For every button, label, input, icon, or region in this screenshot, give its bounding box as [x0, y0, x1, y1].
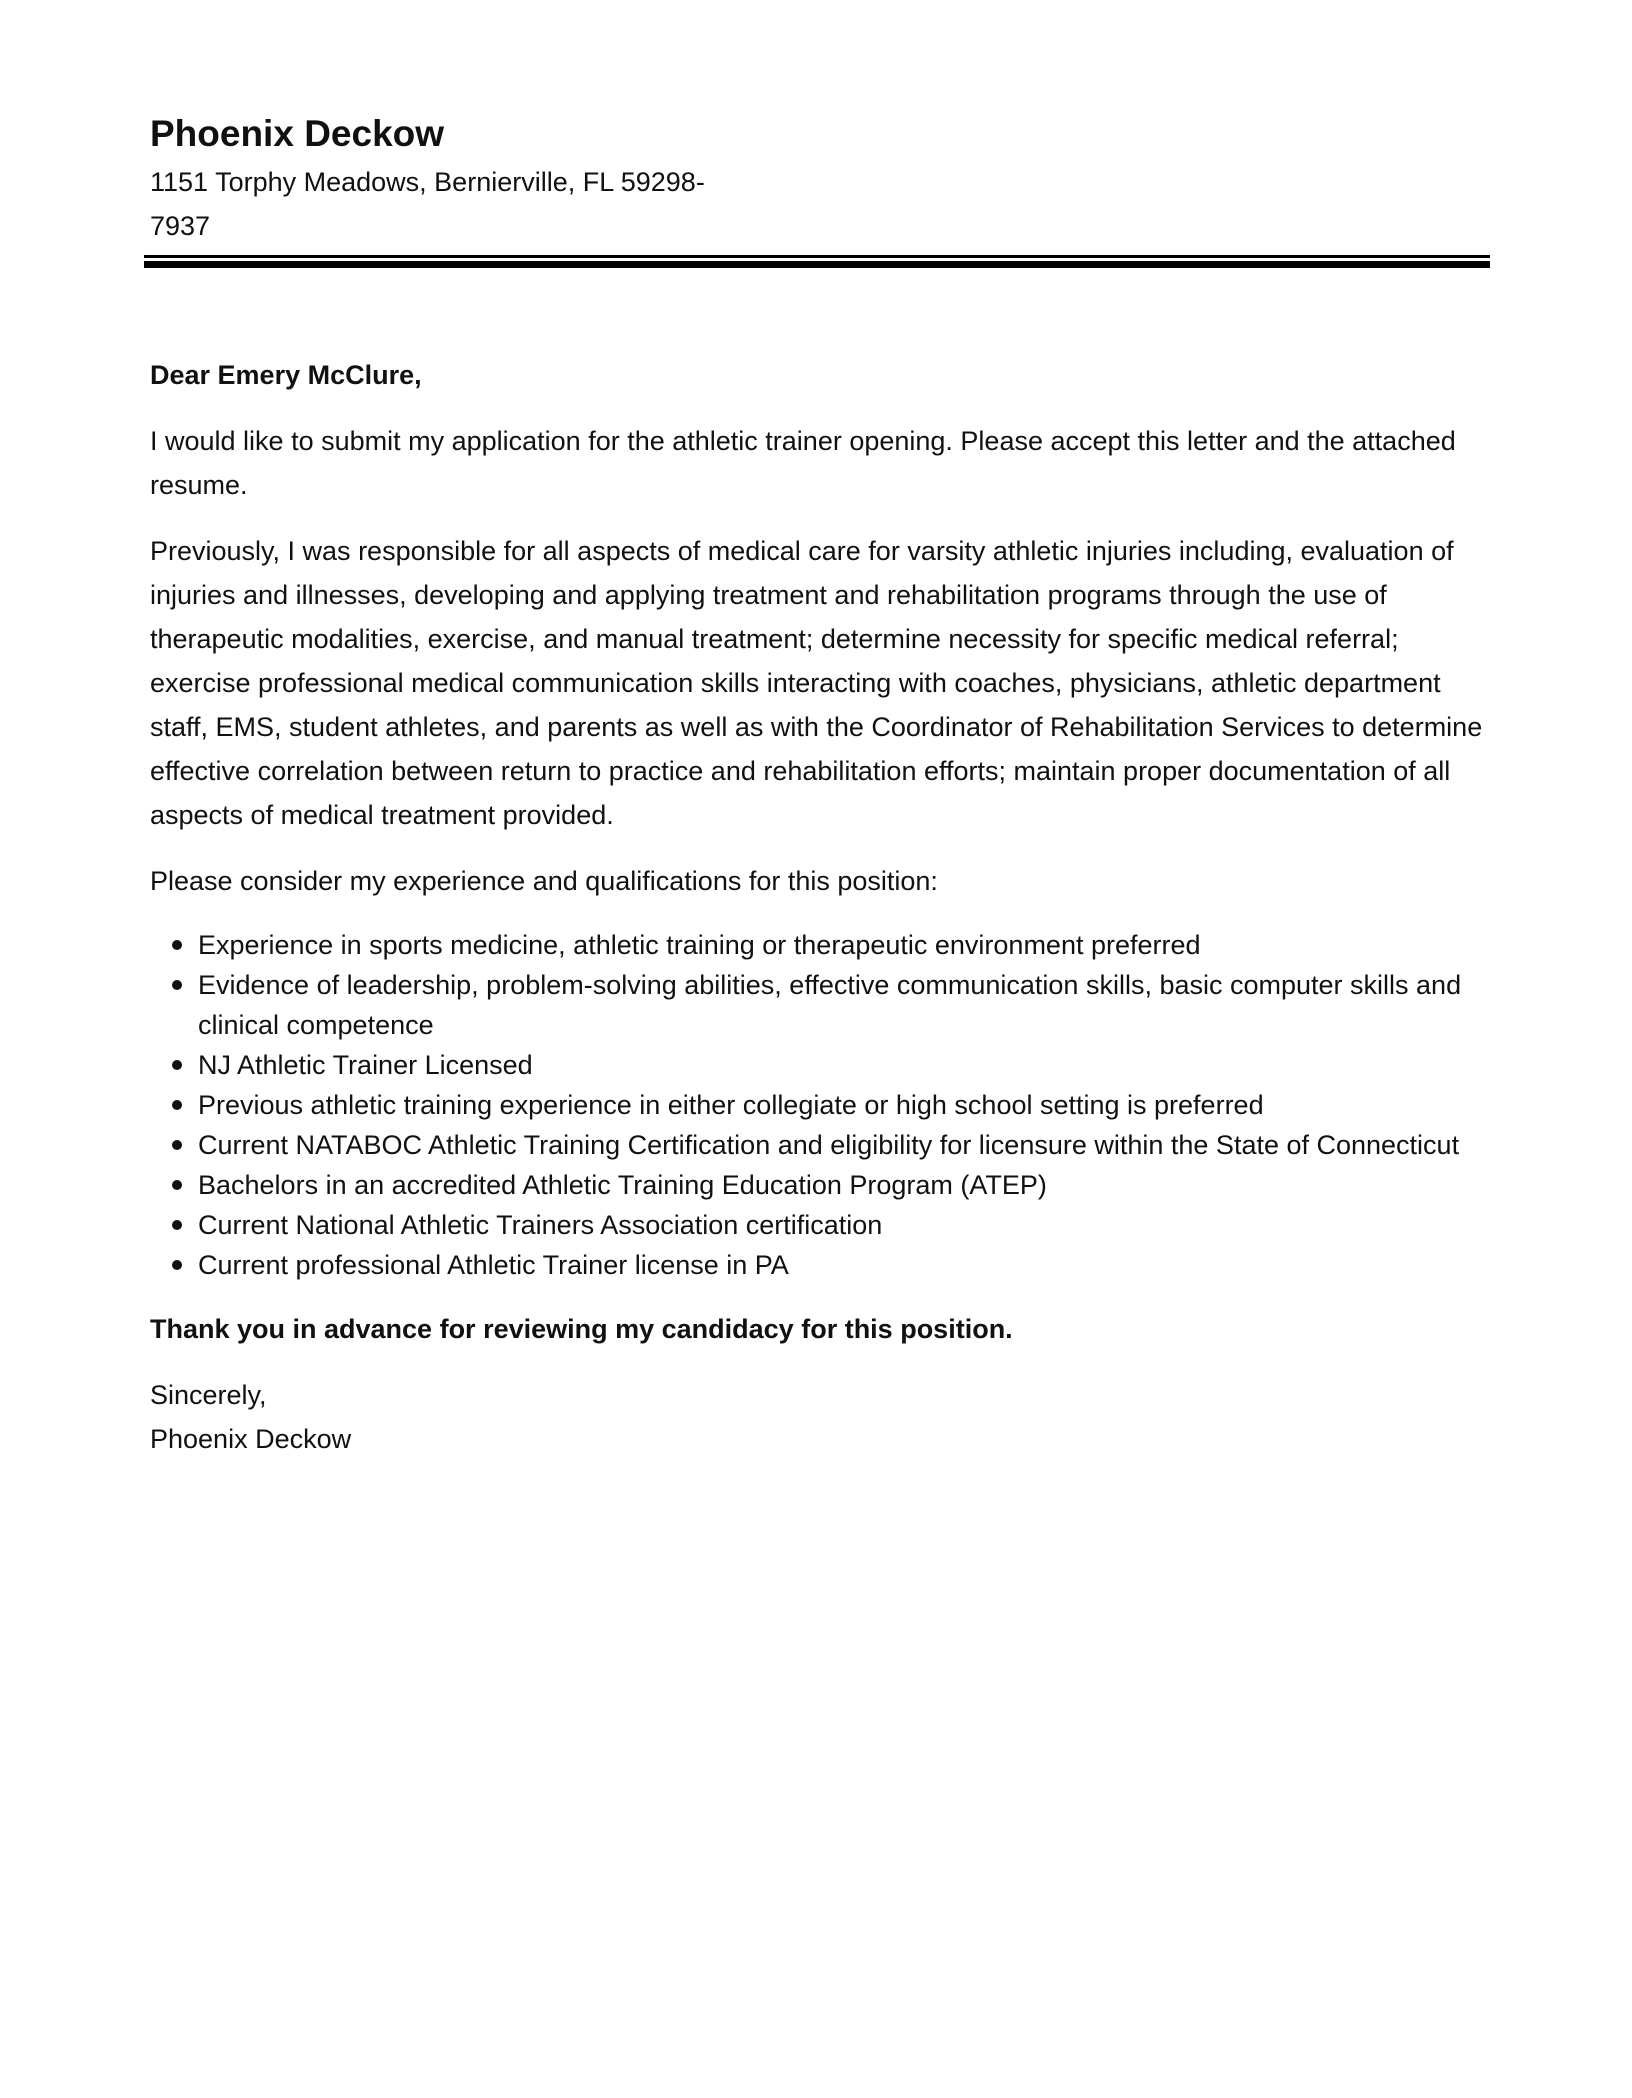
- list-item: [150, 1165, 1490, 1205]
- signoff: Sincerely,: [150, 1380, 267, 1410]
- letter-header: [150, 108, 750, 248]
- sender-name: Phoenix Deckow: [150, 113, 445, 154]
- bullet-icon: [172, 940, 182, 950]
- list-item: [150, 1245, 1490, 1285]
- qualification-text: Experience in sports medicine, athletic training or therapeutic environment preferred: [198, 930, 1201, 960]
- signoff-block: [150, 1373, 1490, 1461]
- qualification-text: Bachelors in an accredited Athletic Training Education Program (ATEP): [198, 1170, 1047, 1200]
- header-divider-thin: [144, 255, 1490, 258]
- list-item: [150, 1205, 1490, 1245]
- header-divider-thick: [144, 261, 1490, 268]
- letter-body: [150, 353, 1490, 1461]
- salutation: Dear Emery McClure,: [150, 360, 422, 390]
- bullet-icon: [172, 1180, 182, 1190]
- bullet-icon: [172, 1260, 182, 1270]
- qualification-text: Evidence of leadership, problem-solving abilities, effective communication skills, basic computer skills and clinical competence: [198, 970, 1462, 1040]
- bullet-icon: [172, 1060, 182, 1070]
- qualification-text: Previous athletic training experience in either collegiate or high school setting is preferred: [198, 1090, 1264, 1120]
- bullet-icon: [172, 980, 182, 990]
- closing-statement: Thank you in advance for reviewing my candidacy for this position.: [150, 1314, 1013, 1344]
- qualification-text: Current NATABOC Athletic Training Certification and eligibility for licensure within the State of Connecticut: [198, 1130, 1460, 1160]
- bullet-icon: [172, 1140, 182, 1150]
- list-item: [150, 1045, 1490, 1085]
- qualifications-list: [150, 925, 1490, 1285]
- list-item: [150, 1125, 1490, 1165]
- intro-paragraph: I would like to submit my application for the athletic trainer opening. Please accept this letter and the attached resume.: [150, 426, 1456, 500]
- bullet-icon: [172, 1220, 182, 1230]
- sender-address: 1151 Torphy Meadows, Bernierville, FL 59298-7937: [150, 167, 705, 241]
- qualification-text: NJ Athletic Trainer Licensed: [198, 1050, 533, 1080]
- list-item: [150, 925, 1490, 965]
- bullet-icon: [172, 1100, 182, 1110]
- qualification-text: Current National Athletic Trainers Association certification: [198, 1210, 883, 1240]
- qualifications-intro: Please consider my experience and qualifications for this position:: [150, 866, 938, 896]
- signature-name: Phoenix Deckow: [150, 1424, 352, 1454]
- list-item: [150, 965, 1490, 1045]
- experience-paragraph: Previously, I was responsible for all aspects of medical care for varsity athletic injuries including, evaluation of injuries and illnesses, developing and applying treatment and rehabilitation programs through the use of therapeutic modalities, exercise, and manual treatment; determine necessity for specific medical referral; exercise professional medical communication skills interacting with coaches, physicians, athletic department staff, EMS, student athletes, and parents as well as with the Coordinator of Rehabilitation Services to determine effective correlation between return to practice and rehabilitation efforts; maintain proper documentation of all aspects of medical treatment provided.: [150, 536, 1483, 830]
- qualification-text: Current professional Athletic Trainer license in PA: [198, 1250, 789, 1280]
- list-item: [150, 1085, 1490, 1125]
